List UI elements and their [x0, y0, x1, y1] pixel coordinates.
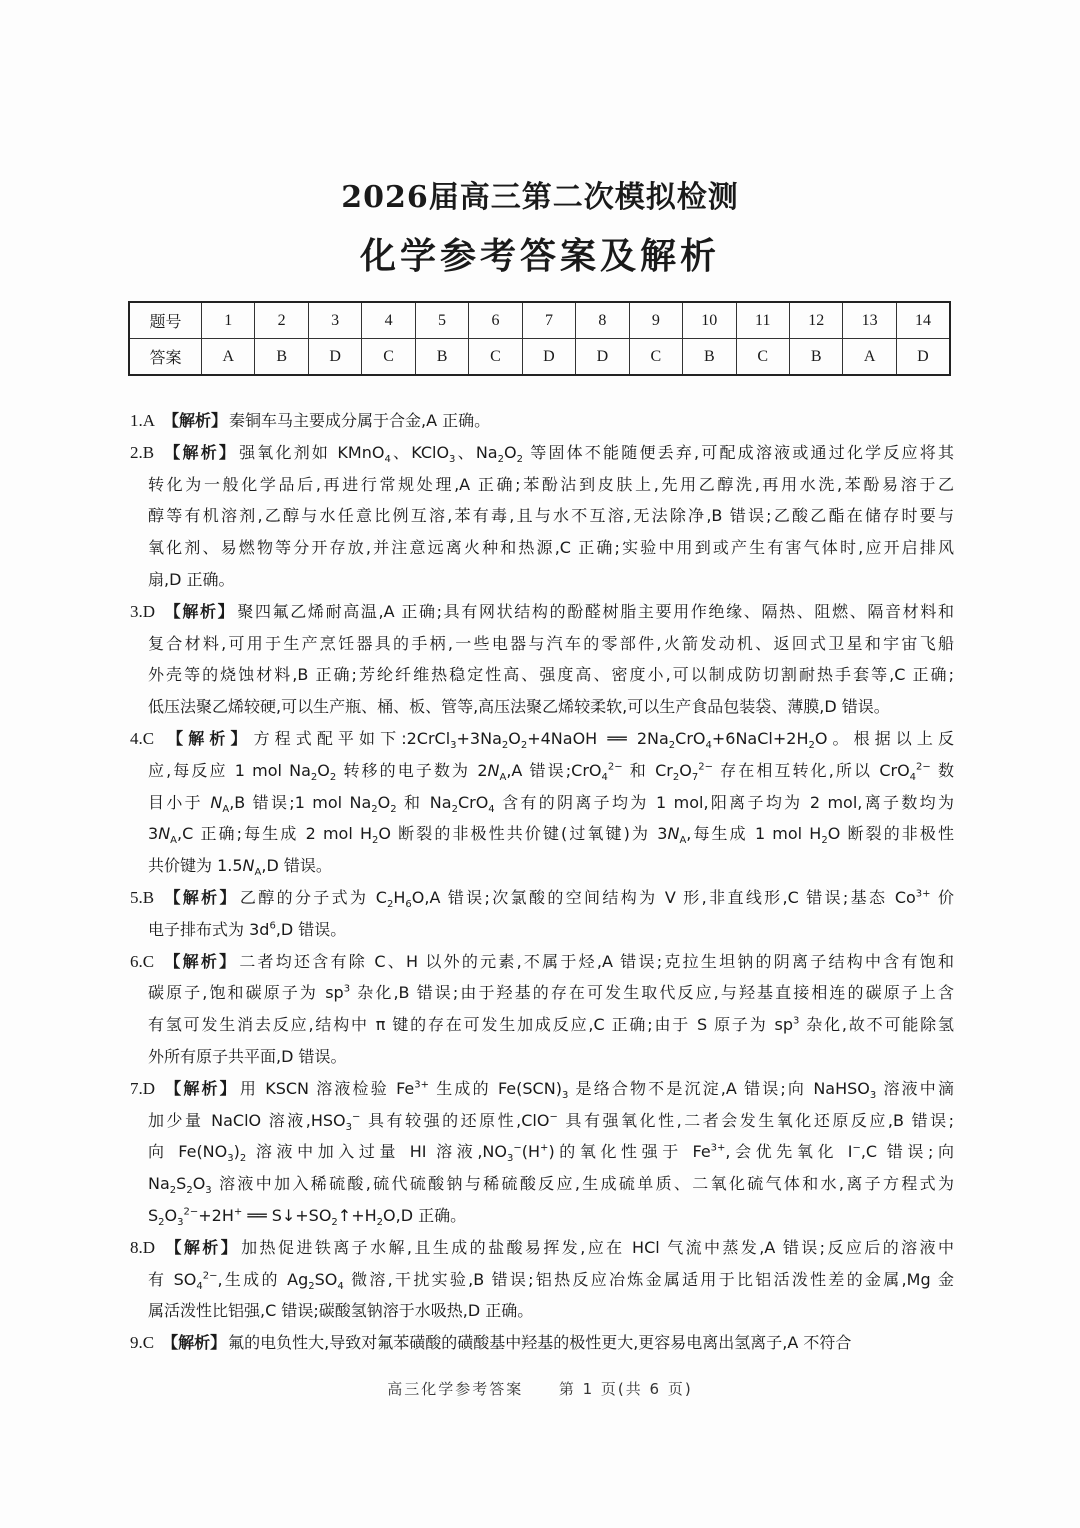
answer-cell: C [629, 339, 682, 376]
page-footer [0, 1378, 1080, 1399]
question-number-cell: 14 [896, 302, 950, 339]
analysis-item-line [128, 755, 954, 787]
answer-cell: C [469, 339, 522, 376]
analysis-item-line [128, 1295, 954, 1327]
question-number-cell: 5 [415, 302, 468, 339]
analysis-text: 复合材料,可用于生产烹饪器具的手柄,一些电器与汽车的零部件,火箭发动机、返回式卫星和宇宙飞船 [148, 633, 954, 653]
item-answer-number: 2.B [130, 442, 155, 462]
analysis-item [128, 882, 954, 946]
analysis-text: 乙醇的分子式为 $C_2H_6O,A$ 错误;次氯酸的空间结构为 V 形,非直线形,C 错误;基态 $Co^{3+}$ 价 [239, 887, 954, 911]
item-answer-number: 1.A [130, 411, 156, 430]
answer-cell: B [415, 339, 468, 376]
analysis-item [128, 1232, 954, 1327]
analysis-text: 二者均还含有除 C、H 以外的元素,不属于烃,A 错误;克拉生坦钠的阴离子结构中含有饱和 [239, 951, 954, 971]
question-number-cell: 3 [308, 302, 361, 339]
analysis-text: 扇,D 正确。 [148, 569, 235, 589]
analysis-item-first-line [128, 946, 954, 978]
question-number-cell: 12 [789, 302, 842, 339]
question-number-cell: 10 [683, 302, 736, 339]
analysis-text: 属活泼性比铝强,C 错误;碳酸氢钠溶于水吸热,D 正确。 [148, 1301, 534, 1321]
analysis-tag: 【解析】 [162, 442, 238, 462]
analysis-item [128, 1073, 954, 1232]
analysis-text: 强氧化剂如 KMnO$_4$、KClO$_3$、$Na_2O_2$ 等固体不能随便丢弃,可配成溶液或通过化学反应将其 [239, 442, 954, 465]
document-title: 2026届高三第二次模拟检测 [341, 180, 739, 215]
analysis-text: 用 KSCN 溶液检验 $Fe^{3+}$ 生成的 $Fe(SCN)_3$ 是络合物不是沉淀,A 错误;向 NaHSO$_3$ 溶液中滴 [239, 1078, 954, 1101]
question-number-cell: 13 [843, 302, 896, 339]
analysis-text: 电子排布式为 $3d^6,D$ 错误。 [148, 919, 347, 939]
answer-cell: A [843, 339, 896, 376]
analysis-text: 加少量 NaClO 溶液$,HSO_3^-$ 具有较强的还原性,ClO− 具有强氧化性,二者会发生氧化还原反应,B 错误; [148, 1110, 954, 1133]
analysis-item-line [128, 532, 954, 564]
analysis-item-first-line [128, 437, 954, 469]
analysis-item-line [128, 1041, 954, 1073]
analysis-item [128, 596, 954, 723]
question-number-cell: 1 [202, 302, 255, 339]
answer-cell: C [362, 339, 415, 376]
answer-cell: D [308, 339, 361, 376]
answer-cell: D [896, 339, 950, 376]
analysis-text: 秦铜车马主要成分属于合金,A 正确。 [229, 411, 491, 430]
row-label-answer: 答案 [129, 339, 202, 376]
answer-cell: B [789, 339, 842, 376]
analysis-item-line [128, 1105, 954, 1137]
question-number-cell: 2 [255, 302, 308, 339]
row-label-question: 题号 [129, 302, 202, 339]
footer-doc-label: 高三化学参考答案 [387, 1380, 524, 1398]
analysis-item [128, 1327, 954, 1359]
analysis-item-line [128, 691, 954, 723]
analysis-item [128, 946, 954, 1073]
item-answer-number: 7.D [130, 1078, 156, 1098]
analysis-item-line [128, 469, 954, 501]
analysis-tag: 【解析】 [162, 728, 252, 748]
analysis-list [128, 405, 954, 1359]
answer-cell: D [522, 339, 575, 376]
analysis-text: 低压法聚乙烯较硬,可以生产瓶、桶、板、管等,高压法聚乙烯较柔软,可以生产食品包装袋、薄膜,D 错误。 [148, 697, 890, 717]
analysis-item-line [128, 1009, 954, 1041]
answer-cell: D [576, 339, 629, 376]
analysis-tag: 【解析】 [163, 1078, 238, 1098]
analysis-item-line [128, 564, 954, 596]
analysis-text: 有氢可发生消去反应,结构中 π 键的存在可发生加成反应,C 正确;由于 S 原子为 $sp^3$ 杂化,故不可能除氢 [148, 1015, 954, 1035]
analysis-item [128, 723, 954, 882]
question-number-cell: 8 [576, 302, 629, 339]
analysis-item-line [128, 628, 954, 660]
analysis-text: $Na_2S_2O_3$ 溶液中加入稀硫酸,硫代硫酸钠与稀硫酸反应,生成硫单质、二氧化硫气体和水,离子方程式为 [148, 1174, 954, 1197]
question-number-cell: 9 [629, 302, 682, 339]
question-number-row [129, 302, 950, 339]
analysis-item [128, 437, 954, 596]
analysis-tag: 【解析】 [163, 411, 228, 430]
analysis-item-line [128, 1200, 954, 1232]
analysis-text: 聚四氟乙烯耐高温,A 正确;具有网状结构的酚醛树脂主要用作绝缘、隔热、阻燃、隔音材料和 [237, 601, 954, 621]
analysis-text: 氧化剂、易燃物等分开存放,并注意远离火种和热源,C 正确;实验中用到或产生有害气体时,应开启排风 [148, 538, 954, 558]
item-answer-number: 8.D [130, 1237, 156, 1257]
analysis-item-line [128, 977, 954, 1009]
analysis-item-line [128, 1168, 954, 1200]
analysis-item-line [128, 500, 954, 532]
analysis-text: 共价键为 $1.5N_A,D$ 错误。 [148, 856, 332, 879]
analysis-text: 加热促进铁离子水解,且生成的盐酸易挥发,应在 HCl 气流中蒸发,A 错误;反应后的溶液中 [241, 1237, 954, 1257]
answer-cell: C [736, 339, 789, 376]
analysis-text: $3N_A,C$ 正确;每生成 2 mol $H_2O$ 断裂的非极性共价键(过氧键)为 $3N_A$,每生成 1 mol $H_2O$ 断裂的非极性 [148, 824, 954, 847]
analysis-item-line [128, 787, 954, 819]
analysis-tag: 【解析】 [162, 951, 238, 971]
item-answer-number: 4.C [130, 728, 155, 748]
analysis-item-line [128, 914, 954, 946]
analysis-item-first-line [128, 1073, 954, 1105]
analysis-text: 目小于 $N_A,B$ 错误;1 mol $Na_2O_2$ 和 $Na_2CrO_4$ 含有的阴离子均为 1 mol,阳离子均为 2 mol,离子数均为 [148, 792, 954, 815]
analysis-text: 方程式配平如下$:2CrCl_3+3Na_2O_2+4NaOH$ ══ $2Na_2CrO_4+6NaCl+2H_2O$。根据以上反 [253, 728, 954, 752]
analysis-text: 有 $SO_4^{2-}$,生成的 $Ag_2SO_4$ 微溶,干扰实验,B 错误;铝热反应冶炼金属适用于比铝活泼性差的金属,Mg 金 [148, 1269, 954, 1292]
question-number-cell: 11 [736, 302, 789, 339]
analysis-item-line [128, 659, 954, 691]
analysis-text: 外壳等的烧蚀材料,B 正确;芳纶纤维热稳定性高、强度高、密度小,可以制成防切割耐热手套等,C 正确; [148, 665, 954, 685]
analysis-item-line [128, 850, 954, 882]
analysis-tag: 【解析】 [163, 1237, 240, 1257]
item-answer-number: 3.D [130, 601, 156, 621]
item-answer-number: 6.C [130, 951, 155, 971]
analysis-item [128, 405, 954, 437]
analysis-text: 外所有原子共平面,D 错误。 [148, 1046, 347, 1066]
analysis-text: 氟的电负性大,导致对氟苯磺酸的磺酸基中羟基的极性更大,更容易电离出氢离子,A 不符合 [228, 1333, 852, 1353]
analysis-tag: 【解析】 [162, 1333, 227, 1353]
analysis-item-first-line [128, 405, 954, 437]
answer-row [129, 339, 950, 376]
item-answer-number: 9.C [130, 1333, 155, 1353]
analysis-item-first-line [128, 1327, 954, 1359]
analysis-text: 应,每反应 1 mol $Na_2O_2$ 转移的电子数为 $2N_A,A$ 错误;CrO$_4^{2-}$ 和 $Cr_2O_7^{2-}$ 存在相互转化,所以 CrO$_4^{2-}$ 数 [148, 760, 954, 783]
answer-table [128, 301, 951, 376]
analysis-text: $S_2O_3^{2-}+2H^+$ ══ $S↓+SO_2↑+H_2O,D$ 正确。 [148, 1205, 467, 1229]
analysis-item-first-line [128, 882, 954, 914]
question-number-cell: 7 [522, 302, 575, 339]
answer-cell: B [683, 339, 736, 376]
analysis-item-first-line [128, 723, 954, 755]
analysis-item-first-line [128, 596, 954, 628]
item-answer-number: 5.B [130, 887, 155, 907]
question-number-cell: 6 [469, 302, 522, 339]
analysis-item-first-line [128, 1232, 954, 1264]
analysis-text: 转化为一般化学品后,再进行常规处理,A 正确;苯酚沾到皮肤上,先用乙醇洗,再用水洗,苯酚易溶于乙 [148, 474, 954, 494]
analysis-text: 醇等有机溶剂,乙醇与水任意比例互溶,苯有毒,且与水不互溶,无法除净,B 错误;乙酸乙酯在储存时要与 [148, 506, 954, 526]
document-subtitle: 化学参考答案及解析 [359, 236, 720, 277]
question-number-cell: 4 [362, 302, 415, 339]
analysis-text: 碳原子,饱和碳原子为 $sp^3$ 杂化,B 错误;由于羟基的存在可发生取代反应,与羟基直接相连的碳原子上含 [148, 983, 954, 1003]
analysis-item-line [128, 818, 954, 850]
answer-cell: B [255, 339, 308, 376]
analysis-tag: 【解析】 [163, 601, 236, 621]
analysis-item-line [128, 1264, 954, 1296]
answer-cell: A [202, 339, 255, 376]
analysis-text: 向 $Fe(NO_3)_2$ 溶液中加入过量 HI 溶液$,NO_3^-(H^+)$的氧化性强于 $Fe^{3+}$,会优先氧化 I−,C 错误;向 [148, 1142, 954, 1165]
analysis-item-line [128, 1136, 954, 1168]
footer-page-info: 第 1 页(共 6 页) [558, 1380, 693, 1398]
analysis-tag: 【解析】 [162, 887, 238, 907]
